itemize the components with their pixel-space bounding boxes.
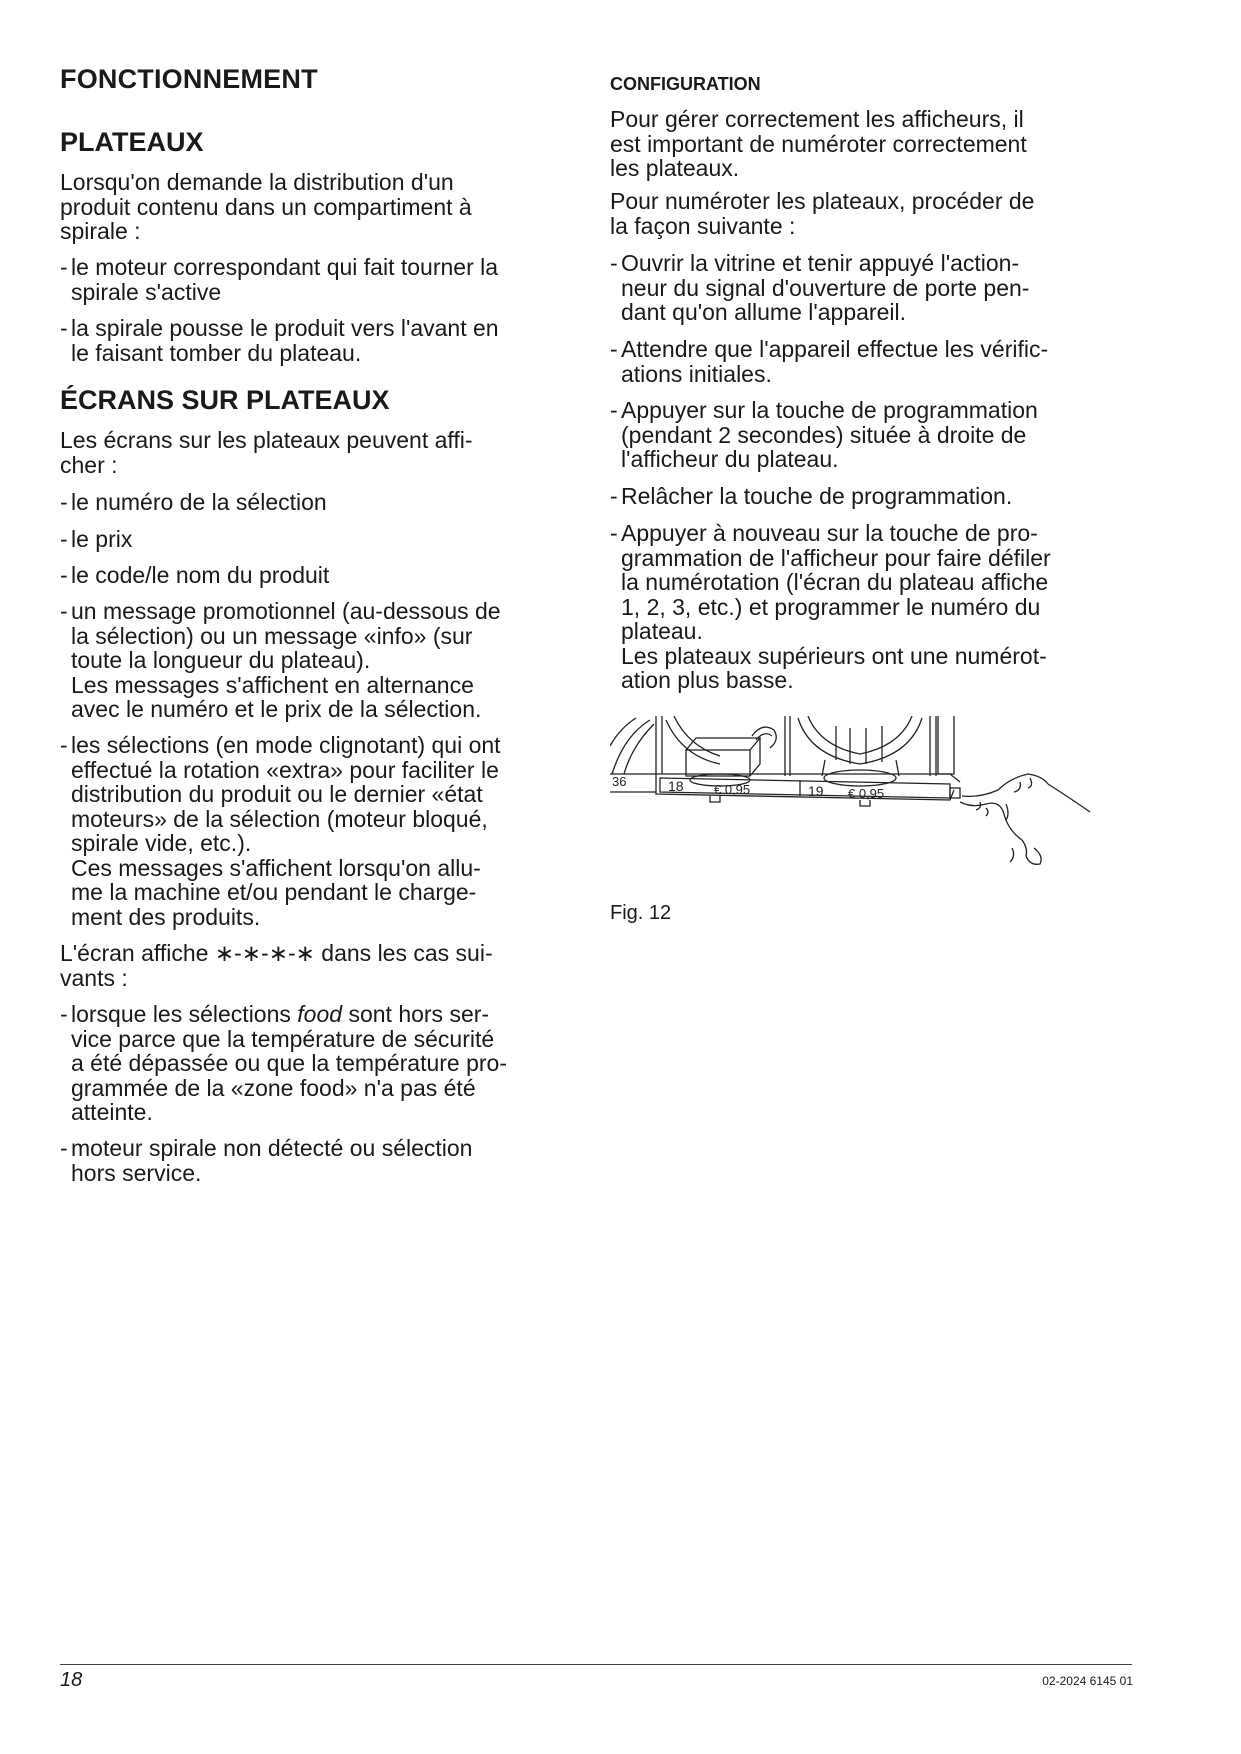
heading-ecrans: ÉCRANS SUR PLATEAUX xyxy=(60,385,390,415)
selection-number-label: 19 xyxy=(808,783,824,799)
price-label: € 0,95 xyxy=(714,782,751,797)
heading-configuration: CONFIGURATION xyxy=(610,74,761,94)
figure-caption: Fig. 12 xyxy=(610,902,672,924)
page-title: FONCTIONNEMENT xyxy=(60,64,318,94)
selection-number-label: 18 xyxy=(668,778,684,794)
config-intro-1: Pour gérer correctement les afficheurs, il est important de numéroter correctement les plateaux. xyxy=(610,106,1027,181)
footer-divider xyxy=(60,1664,1132,1665)
shelf-display-illustration xyxy=(610,716,1130,892)
error-intro: L'écran affiche ∗-∗-∗-∗ dans les cas sui- vants : xyxy=(60,940,493,991)
document-reference: 02-2024 6145 01 xyxy=(1042,1674,1133,1688)
ecrans-intro: Les écrans sur les plateaux peuvent affi- cher : xyxy=(60,427,473,478)
price-label: € 0,95 xyxy=(848,786,885,801)
plateaux-intro: Lorsqu'on demande la distribution d'un produit contenu dans un compartiment à spirale : xyxy=(60,169,472,244)
config-intro-2: Pour numéroter les plateaux, procéder de la façon suivante : xyxy=(610,188,1035,239)
page-number: 18 xyxy=(60,1669,83,1691)
heading-plateaux: PLATEAUX xyxy=(60,127,204,157)
selection-number-label: 36 xyxy=(612,774,627,789)
